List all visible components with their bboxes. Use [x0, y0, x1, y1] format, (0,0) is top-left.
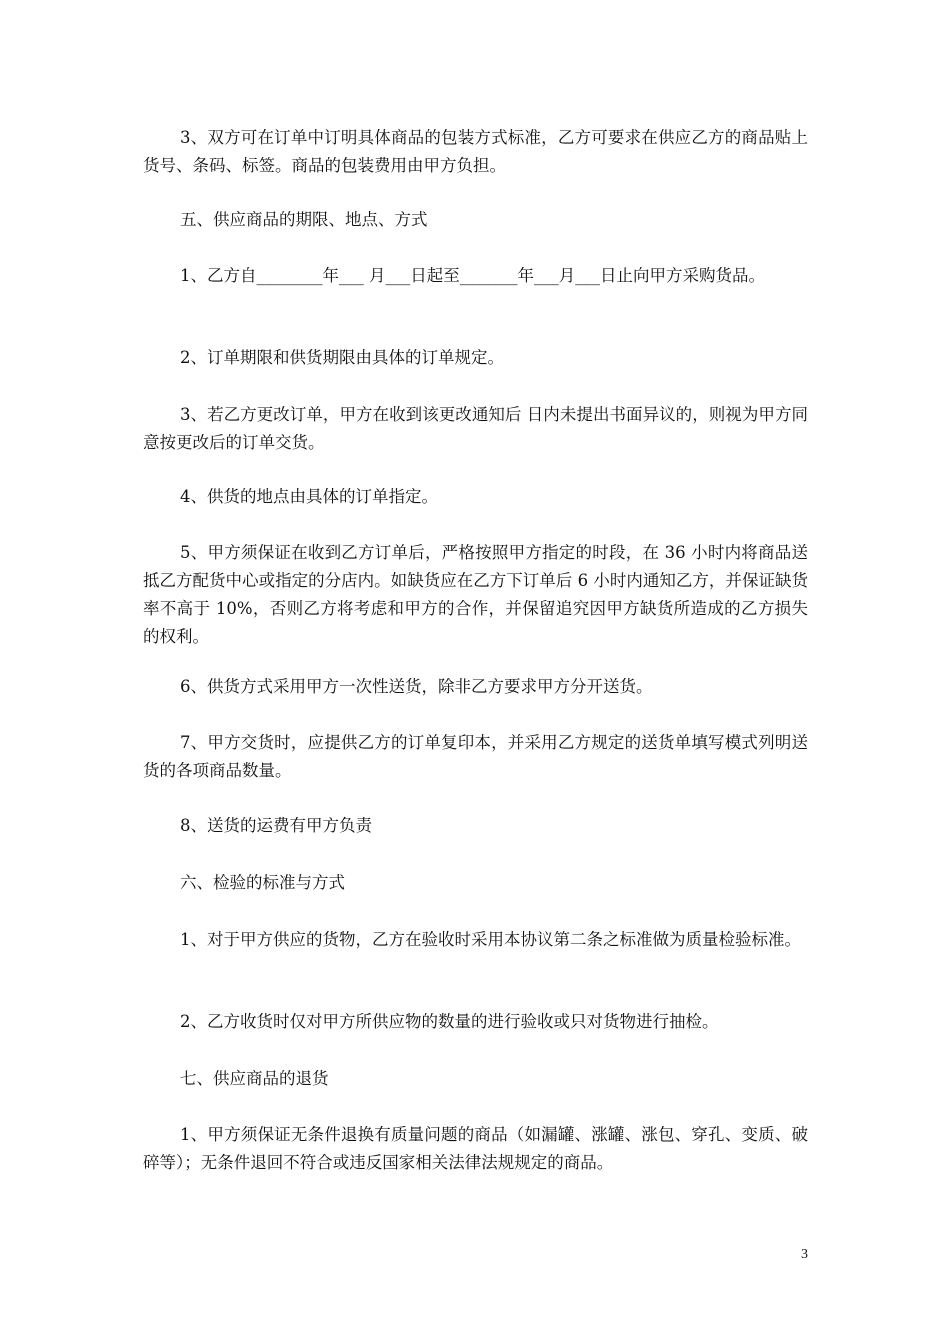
section-7-heading: 七、供应商品的退货 [180, 1069, 329, 1088]
clause-6-1-inspection-standard: 1、对于甲方供应的货物，乙方在验收时采用本协议第二条之标准做为质量检验标准。 [180, 930, 801, 949]
clause-5-3-order-change: 3、若乙方更改订单，甲方在收到该更改通知后 日内未提出书面异议的，则视为甲方同意按更改后的订单交货。 [143, 405, 808, 452]
clause-5-1-period: 1、乙方自________年___ 月___日起至_______年___月___日止向甲方采购货品。 [180, 266, 765, 285]
clause-6-2-inspection-method: 2、乙方收货时仅对甲方所供应物的数量的进行验收或只对货物进行抽检。 [180, 1012, 719, 1031]
clause-5-6-delivery-method: 6、供货方式采用甲方一次性送货，除非乙方要求甲方分开送货。 [180, 677, 653, 696]
clause-5-7-delivery-docs: 7、甲方交货时，应提供乙方的订单复印本，并采用乙方规定的送货单填写模式列明送货的各项商品数量。 [143, 733, 808, 780]
clause-5-3-packaging: 3、双方可在订单中订明具体商品的包装方式标准，乙方可要求在供应乙方的商品贴上货号、条码、标签。商品的包装费用由甲方负担。 [143, 128, 808, 175]
page-number: 3 [801, 1247, 808, 1262]
clause-7-1-returns: 1、甲方须保证无条件退换有质量问题的商品（如漏罐、涨罐、涨包、穿孔、变质、破碎等）；无条件退回不符合或违反国家相关法律法规规定的商品。 [143, 1125, 808, 1172]
clause-5-4-location: 4、供货的地点由具体的订单指定。 [180, 487, 438, 506]
section-5-heading: 五、供应商品的期限、地点、方式 [180, 210, 428, 229]
clause-5-5-delivery-time: 5、甲方须保证在收到乙方订单后，严格按照甲方指定的时段，在 36 小时内将商品送抵乙方配货中心或指定的分店内。如缺货应在乙方下订单后 6 小时内通知乙方，并保证缺货率不高于 10%，否则乙方将考虑和甲方的合作，并保留追究因甲方缺货所造成的乙方损失的权利。 [143, 543, 808, 646]
section-6-heading: 六、检验的标准与方式 [180, 873, 345, 892]
clause-5-2-order-period: 2、订单期限和供货期限由具体的订单规定。 [180, 348, 504, 367]
clause-5-8-freight: 8、送货的运费有甲方负责 [180, 816, 372, 835]
